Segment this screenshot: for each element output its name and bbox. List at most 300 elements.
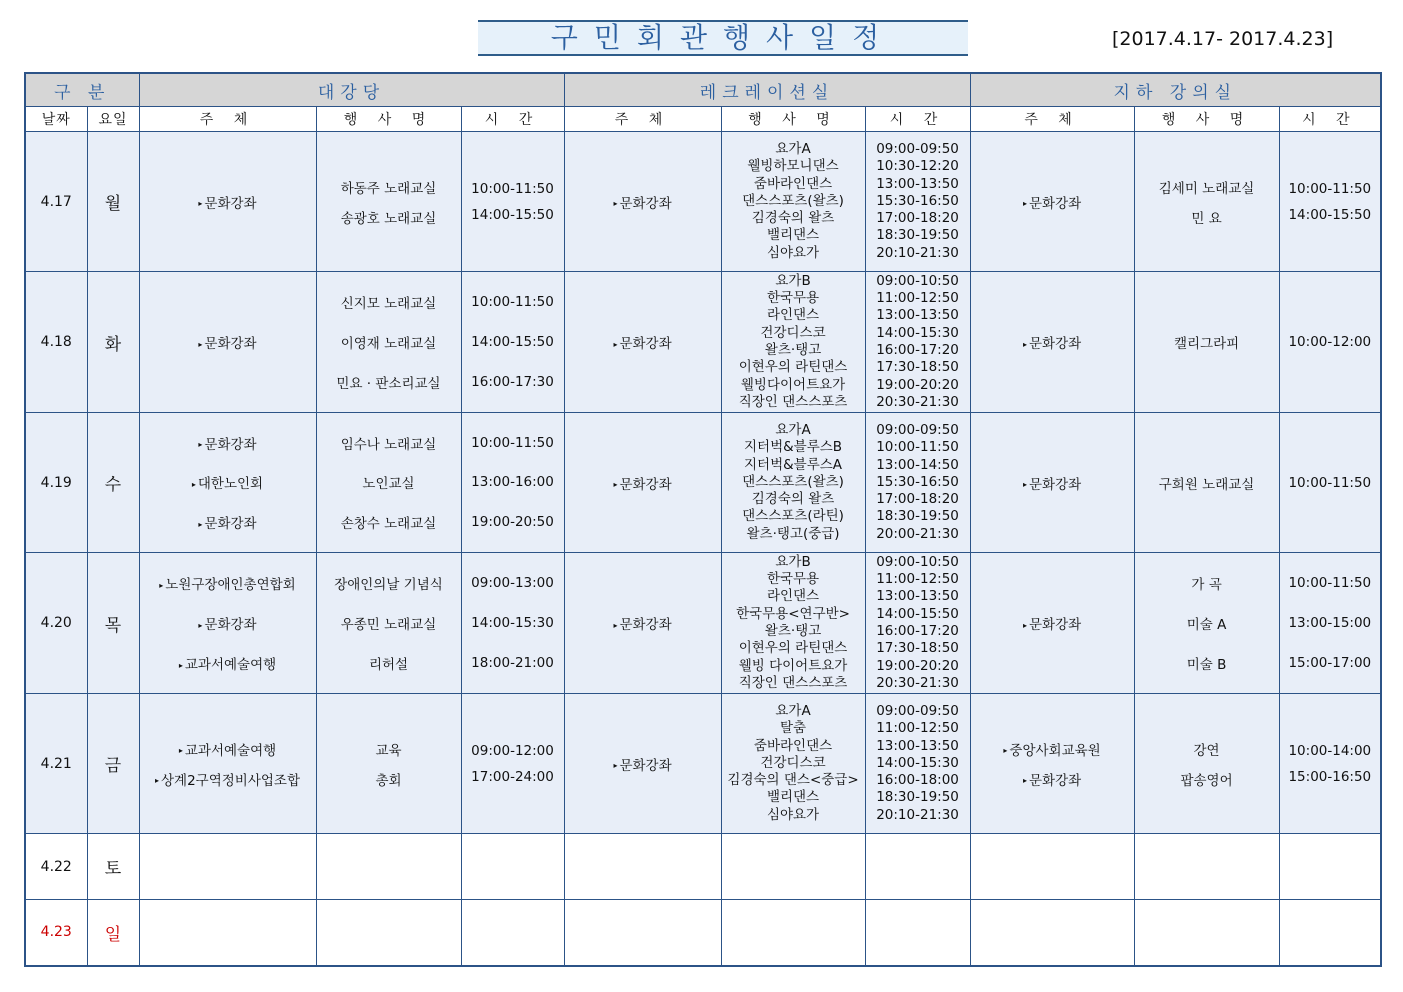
rec-time-cell-text: 10:00-11:50 bbox=[876, 439, 959, 456]
hall-org-cell-item bbox=[142, 472, 314, 492]
hall-event-cell bbox=[316, 900, 461, 966]
rec-event-cell-text: 요가A bbox=[775, 140, 811, 157]
rec-event-cell-text: 줌바라인댄스 bbox=[753, 175, 833, 192]
hall-event-cell-text: 임수나 노래교실 bbox=[340, 436, 437, 453]
triangle-right-icon: ▸ bbox=[613, 620, 618, 630]
rec-event-cell-item bbox=[724, 588, 863, 605]
base-event-header: 행 사 명 bbox=[1134, 107, 1279, 132]
base-org-cell-list bbox=[971, 694, 1134, 833]
triangle-right-icon: ▸ bbox=[198, 620, 203, 630]
hall-org-cell-text: 교과서예술여행 bbox=[184, 657, 277, 673]
rec-org-cell-list bbox=[565, 413, 721, 552]
hall-event-cell-text: 장애인의날 기념식 bbox=[334, 577, 443, 593]
hall-event-cell-list bbox=[317, 132, 461, 271]
hall-time-cell-item bbox=[464, 207, 562, 223]
rec-time-cell-text: 14:00-15:30 bbox=[876, 324, 959, 341]
rec-time-cell-item bbox=[868, 474, 968, 491]
rec-time-cell-item bbox=[868, 457, 968, 474]
hall-event-cell-item bbox=[319, 207, 459, 227]
hall-time-cell bbox=[461, 132, 564, 272]
hall-time-cell-text: 14:00-15:50 bbox=[471, 334, 554, 350]
base-event-cell-item bbox=[1137, 473, 1277, 493]
triangle-right-icon: ▸ bbox=[159, 580, 164, 590]
hall-event-cell-text: 교육 bbox=[375, 742, 402, 759]
base-org-cell-item bbox=[973, 769, 1132, 789]
hall-org-cell-item bbox=[142, 192, 314, 212]
rec-event-cell-text: 김경숙의 댄스<중급> bbox=[727, 772, 859, 789]
triangle-right-icon: ▸ bbox=[198, 519, 203, 529]
rec-org-cell-list bbox=[565, 694, 721, 833]
rec-event-cell-item bbox=[724, 193, 863, 210]
rec-time-cell-item bbox=[868, 193, 968, 210]
rec-event-cell-item bbox=[724, 141, 863, 158]
rec-event-cell-text: 웰빙 다이어트요가 bbox=[738, 657, 848, 674]
rec-time-cell-item bbox=[868, 377, 968, 394]
schedule-row bbox=[25, 834, 1381, 900]
rec-event-cell-text: 요가B bbox=[775, 272, 811, 289]
rec-time-cell-text: 20:30-21:30 bbox=[876, 393, 959, 410]
hall-event-cell-item bbox=[319, 177, 459, 197]
rec-time-cell-text: 20:10-21:30 bbox=[876, 806, 959, 823]
weekday-cell: 금 bbox=[87, 694, 139, 834]
hall-event-cell-item bbox=[319, 573, 459, 593]
hall-event-cell-item bbox=[319, 653, 459, 673]
rec-event-cell-text: 한국무용 bbox=[766, 290, 820, 307]
hall-org-cell-text: 대한노인회 bbox=[197, 476, 264, 493]
rec-event-cell-item bbox=[724, 571, 863, 588]
hall-org-cell-item bbox=[142, 769, 314, 789]
rec-time-cell-item bbox=[868, 623, 968, 640]
rec-event-cell-text: 밸리댄스 bbox=[766, 227, 820, 244]
date-cell: 4.18 bbox=[25, 272, 87, 413]
base-org-cell-item bbox=[973, 192, 1132, 212]
base-event-cell-text: 캘리그라피 bbox=[1173, 336, 1240, 352]
rec-time-cell-item bbox=[868, 526, 968, 543]
base-event-cell-item bbox=[1137, 332, 1277, 352]
rec-event-cell-item bbox=[724, 210, 863, 227]
rec-time-cell-text: 13:00-13:50 bbox=[876, 175, 959, 192]
schedule-row bbox=[25, 413, 1381, 553]
rec-time-cell-item bbox=[868, 571, 968, 588]
rec-time-cell-text: 16:00-17:20 bbox=[876, 623, 959, 639]
rec-time-cell-item bbox=[868, 158, 968, 175]
base-time-cell-list bbox=[1280, 694, 1381, 833]
rec-time-cell-text: 14:00-15:30 bbox=[876, 754, 959, 771]
hall-org-cell bbox=[139, 694, 316, 834]
hall-event-cell-text: 노인교실 bbox=[362, 476, 415, 493]
base-event-cell-item bbox=[1137, 573, 1277, 593]
rec-event-cell-item bbox=[724, 457, 863, 474]
rec-event-cell-item bbox=[724, 703, 863, 720]
schedule-row bbox=[25, 900, 1381, 966]
rec-event-cell-item bbox=[724, 422, 863, 439]
rec-org-cell bbox=[564, 272, 721, 413]
rec-event-header: 행 사 명 bbox=[721, 107, 865, 132]
schedule-row bbox=[25, 132, 1381, 272]
rec-event-cell-text: 심야요가 bbox=[766, 806, 820, 823]
base-event-cell bbox=[1134, 272, 1279, 413]
rec-time-cell-item bbox=[868, 675, 968, 692]
hall-event-cell-item bbox=[319, 332, 459, 352]
rec-time-cell-text: 19:00-20:20 bbox=[876, 376, 959, 393]
hall-event-cell-item bbox=[319, 613, 459, 633]
rec-org-cell bbox=[564, 132, 721, 272]
rec-event-cell bbox=[721, 694, 865, 834]
hall-org-cell bbox=[139, 900, 316, 966]
rec-event-cell bbox=[721, 900, 865, 966]
schedule-table bbox=[24, 72, 1382, 967]
rec-time-cell-item bbox=[868, 290, 968, 307]
base-time-cell-item bbox=[1282, 655, 1379, 671]
hall-time-cell-text: 16:00-17:30 bbox=[471, 374, 554, 390]
hall-time-cell-text: 14:00-15:50 bbox=[471, 206, 554, 223]
rec-event-cell-list bbox=[722, 273, 865, 411]
rec-time-cell-text: 11:00-12:50 bbox=[876, 290, 959, 307]
triangle-right-icon: ▸ bbox=[178, 660, 183, 670]
weekday-cell: 토 bbox=[87, 834, 139, 900]
rec-event-cell-text: 웰빙하모니댄스 bbox=[747, 158, 839, 175]
hall-time-cell-item bbox=[464, 474, 562, 490]
rec-time-cell-item bbox=[868, 491, 968, 508]
hall-event-cell-text: 리허설 bbox=[368, 657, 409, 673]
base-time-cell-list bbox=[1280, 413, 1381, 552]
rec-event-cell-text: 왈츠·탱고(중급) bbox=[746, 525, 840, 542]
rec-time-cell-item bbox=[868, 342, 968, 359]
triangle-right-icon: ▸ bbox=[191, 479, 196, 489]
base-time-cell-item bbox=[1282, 615, 1379, 631]
base-time-cell-text: 14:00-15:50 bbox=[1288, 206, 1372, 223]
hall-time-cell-text: 10:00-11:50 bbox=[471, 294, 554, 310]
rec-time-cell-list bbox=[866, 422, 970, 543]
hall-time-cell bbox=[461, 834, 564, 900]
hall-time-cell bbox=[461, 272, 564, 413]
rec-time-cell-item bbox=[868, 738, 968, 755]
rec-event-cell-text: 댄스스포츠(왈츠) bbox=[742, 192, 844, 209]
base-org-cell-list bbox=[971, 132, 1134, 271]
rec-event-cell bbox=[721, 132, 865, 272]
date-cell: 4.22 bbox=[25, 834, 87, 900]
hall-event-cell bbox=[316, 272, 461, 413]
rec-event-cell-item bbox=[724, 377, 863, 394]
base-org-cell-text: 문화강좌 bbox=[1028, 336, 1082, 352]
hall-event-cell-text: 이영재 노래교실 bbox=[340, 336, 437, 352]
hall-event-cell-item bbox=[319, 433, 459, 453]
base-event-cell-text: 미술 B bbox=[1186, 657, 1227, 673]
base-time-cell-list bbox=[1280, 272, 1381, 412]
column-header-row bbox=[25, 107, 1381, 132]
base-event-cell-list bbox=[1135, 694, 1279, 833]
base-time-cell bbox=[1279, 694, 1381, 834]
hall-time-cell-text: 19:00-20:50 bbox=[471, 514, 554, 531]
weekday-cell: 일 bbox=[87, 900, 139, 966]
triangle-right-icon: ▸ bbox=[178, 746, 183, 755]
rec-time-cell-item bbox=[868, 307, 968, 324]
rec-time-cell-text: 20:10-21:30 bbox=[876, 244, 959, 261]
triangle-right-icon: ▸ bbox=[198, 440, 203, 450]
rec-event-cell-item bbox=[724, 772, 863, 789]
date-cell: 4.17 bbox=[25, 132, 87, 272]
base-org-cell-list bbox=[971, 272, 1134, 412]
hall-time-cell-text: 09:00-12:00 bbox=[471, 742, 554, 759]
base-event-cell bbox=[1134, 132, 1279, 272]
hall-org-cell bbox=[139, 834, 316, 900]
rec-time-cell-text: 17:00-18:20 bbox=[876, 491, 959, 508]
rec-event-cell-text: 건강디스코 bbox=[760, 754, 826, 771]
rec-time-cell-list bbox=[866, 554, 970, 692]
hall-event-cell-list bbox=[317, 694, 461, 833]
rec-time-cell-item bbox=[868, 325, 968, 342]
base-org-cell-text: 문화강좌 bbox=[1028, 476, 1082, 493]
base-event-cell-item bbox=[1137, 613, 1277, 633]
hall-org-cell-list bbox=[140, 553, 316, 693]
rec-time-cell-text: 09:00-09:50 bbox=[876, 421, 959, 438]
hall-org-cell-text: 문화강좌 bbox=[204, 195, 257, 212]
rec-time-cell-item bbox=[868, 210, 968, 227]
base-event-cell-item bbox=[1137, 769, 1277, 789]
rec-org-cell bbox=[564, 694, 721, 834]
hall-time-cell-list bbox=[462, 272, 564, 412]
base-event-cell-text: 팝송영어 bbox=[1180, 772, 1233, 789]
base-time-cell-text: 10:00-14:00 bbox=[1288, 742, 1372, 759]
rec-event-cell-item bbox=[724, 720, 863, 737]
hall-time-cell-item bbox=[464, 575, 562, 591]
rec-event-cell-list bbox=[722, 554, 865, 692]
basement-header: 지하 강의실 bbox=[970, 73, 1381, 107]
hall-event-cell bbox=[316, 413, 461, 553]
hall-event-cell-item bbox=[319, 472, 459, 492]
rec-time-cell-text: 09:00-10:50 bbox=[876, 272, 959, 289]
rec-event-cell-text: 라인댄스 bbox=[766, 588, 820, 605]
hall-event-cell-text: 총회 bbox=[375, 772, 402, 789]
hall-org-cell-item bbox=[142, 739, 314, 759]
base-time-cell-item bbox=[1282, 181, 1379, 197]
base-event-cell-list bbox=[1135, 132, 1279, 271]
rec-event-cell bbox=[721, 553, 865, 694]
rec-time-cell-item bbox=[868, 640, 968, 657]
base-time-cell-text: 10:00-11:50 bbox=[1288, 575, 1372, 591]
rec-time-cell-item bbox=[868, 422, 968, 439]
base-org-cell bbox=[970, 272, 1134, 413]
rec-time-cell-text: 17:30-18:50 bbox=[876, 359, 959, 376]
rec-time-cell-text: 20:30-21:30 bbox=[876, 674, 959, 691]
base-org-cell bbox=[970, 132, 1134, 272]
rec-time-cell-text: 09:00-09:50 bbox=[876, 140, 959, 157]
base-event-cell-item bbox=[1137, 177, 1277, 197]
base-org-cell bbox=[970, 900, 1134, 966]
rec-event-cell-text: 밸리댄스 bbox=[766, 789, 820, 806]
rec-event-cell bbox=[721, 834, 865, 900]
rec-org-cell-item bbox=[567, 613, 719, 633]
hall-org-cell-text: 교과서예술여행 bbox=[184, 742, 277, 759]
rec-event-cell-item bbox=[724, 491, 863, 508]
rec-time-cell-text: 19:00-20:20 bbox=[876, 657, 959, 674]
hall-time-cell-item bbox=[464, 655, 562, 671]
rec-org-cell-item bbox=[567, 754, 719, 774]
base-event-cell-text: 강연 bbox=[1193, 742, 1220, 759]
hall-org-cell bbox=[139, 132, 316, 272]
hall-time-cell-item bbox=[464, 334, 562, 350]
hall-event-cell-item bbox=[319, 292, 459, 312]
hall-event-cell-text: 우종민 노래교실 bbox=[340, 617, 437, 633]
rec-org-cell-text: 문화강좌 bbox=[619, 336, 672, 352]
rec-time-cell-text: 13:00-14:50 bbox=[876, 456, 959, 473]
rec-event-cell-item bbox=[724, 807, 863, 824]
hall-time-cell-item bbox=[464, 294, 562, 310]
rec-event-cell-item bbox=[724, 640, 863, 657]
rec-time-cell-text: 15:30-16:50 bbox=[876, 473, 959, 490]
rec-time-cell-item bbox=[868, 394, 968, 411]
rec-time-cell-item bbox=[868, 703, 968, 720]
base-event-cell-text: 민 요 bbox=[1191, 210, 1222, 227]
hall-event-cell-text: 손창수 노래교실 bbox=[340, 516, 437, 533]
base-org-cell-text: 문화강좌 bbox=[1028, 617, 1082, 633]
triangle-right-icon: ▸ bbox=[613, 339, 618, 349]
hall-event-cell bbox=[316, 553, 461, 694]
rec-event-cell-text: 김경숙의 왈츠 bbox=[751, 491, 835, 508]
hall-org-cell-list bbox=[140, 694, 316, 833]
rec-event-cell bbox=[721, 272, 865, 413]
weekday-cell: 수 bbox=[87, 413, 139, 553]
base-event-cell-item bbox=[1137, 739, 1277, 759]
base-time-cell-text: 10:00-11:50 bbox=[1288, 474, 1372, 491]
hall-org-cell-list bbox=[140, 413, 316, 552]
hall-event-cell-item bbox=[319, 769, 459, 789]
rec-time-header: 시 간 bbox=[865, 107, 970, 132]
rec-event-cell-item bbox=[724, 245, 863, 262]
base-org-cell-text: 문화강좌 bbox=[1028, 195, 1082, 212]
rec-event-cell-item bbox=[724, 325, 863, 342]
rec-time-cell-text: 14:00-15:50 bbox=[876, 605, 959, 622]
triangle-right-icon: ▸ bbox=[1022, 480, 1027, 489]
rec-org-cell bbox=[564, 413, 721, 553]
rec-time-cell-text: 13:00-13:50 bbox=[876, 737, 959, 754]
rec-time-cell-list bbox=[866, 141, 970, 262]
hall-org-cell-item bbox=[142, 653, 314, 673]
hall-header: 대강당 bbox=[139, 73, 564, 107]
hall-time-cell-list bbox=[462, 694, 564, 833]
rec-time-cell-list bbox=[866, 703, 970, 824]
hall-time-cell bbox=[461, 413, 564, 553]
rec-time-cell-item bbox=[868, 554, 968, 571]
rec-event-cell-text: 댄스스포츠(라틴) bbox=[742, 508, 844, 525]
rec-time-cell-item bbox=[868, 588, 968, 605]
rec-event-cell-text: 웰빙다이어트요가 bbox=[740, 376, 846, 393]
rec-event-cell-item bbox=[724, 526, 863, 543]
rec-org-cell-text: 문화강좌 bbox=[619, 476, 672, 493]
rec-time-cell-item bbox=[868, 658, 968, 675]
rec-event-cell-list bbox=[722, 141, 865, 262]
rec-org-cell-item bbox=[567, 332, 719, 352]
rec-event-cell-text: 이현우의 라틴댄스 bbox=[738, 640, 848, 657]
hall-event-cell-text: 민요 · 판소리교실 bbox=[336, 376, 441, 392]
hall-org-cell-text: 문화강좌 bbox=[204, 516, 257, 533]
hall-time-cell-text: 09:00-13:00 bbox=[471, 575, 554, 591]
triangle-right-icon: ▸ bbox=[198, 199, 203, 208]
rec-event-cell bbox=[721, 413, 865, 553]
base-org-cell bbox=[970, 834, 1134, 900]
hall-org-cell-item bbox=[142, 613, 314, 633]
base-event-cell-list bbox=[1135, 272, 1279, 412]
category-header: 구 분 bbox=[25, 73, 139, 107]
hall-event-cell-item bbox=[319, 739, 459, 759]
rec-event-cell-item bbox=[724, 394, 863, 411]
base-event-cell bbox=[1134, 900, 1279, 966]
rec-time-cell-text: 11:00-12:50 bbox=[876, 571, 959, 588]
triangle-right-icon: ▸ bbox=[198, 339, 203, 349]
hall-time-cell-list bbox=[462, 553, 564, 693]
hall-event-cell bbox=[316, 694, 461, 834]
base-time-cell-item bbox=[1282, 475, 1379, 491]
rec-time-cell-item bbox=[868, 807, 968, 824]
rec-event-cell-text: 왈츠·탱고 bbox=[764, 342, 822, 358]
hall-time-cell bbox=[461, 553, 564, 694]
rec-event-cell-text: 댄스스포츠(왈츠) bbox=[742, 473, 844, 490]
hall-time-cell-item bbox=[464, 374, 562, 390]
rec-event-cell-item bbox=[724, 273, 863, 290]
rec-time-cell-text: 09:00-10:50 bbox=[876, 553, 959, 570]
rec-event-cell-text: 직장인 댄스스포츠 bbox=[738, 393, 848, 410]
rec-time-cell bbox=[865, 553, 970, 694]
rec-org-cell-text: 문화강좌 bbox=[619, 195, 672, 212]
base-time-cell-text: 15:00-17:00 bbox=[1288, 655, 1372, 671]
rec-time-cell-text: 13:00-13:50 bbox=[876, 307, 959, 324]
hall-event-cell-list bbox=[317, 272, 461, 412]
rec-event-cell-text: 심야요가 bbox=[766, 244, 820, 261]
page-title: 구민회관행사일정 bbox=[478, 20, 968, 56]
hall-event-cell bbox=[316, 834, 461, 900]
rec-time-cell-text: 11:00-12:50 bbox=[876, 720, 959, 737]
base-event-cell-list bbox=[1135, 413, 1279, 552]
rec-event-cell-item bbox=[724, 359, 863, 376]
base-time-cell-list bbox=[1280, 553, 1381, 693]
hall-time-cell-item bbox=[464, 514, 562, 530]
rec-room-header: 레크레이션실 bbox=[564, 73, 970, 107]
rec-time-cell bbox=[865, 694, 970, 834]
hall-time-cell bbox=[461, 694, 564, 834]
rec-event-cell-item bbox=[724, 227, 863, 244]
rec-time-cell-item bbox=[868, 606, 968, 623]
triangle-right-icon: ▸ bbox=[613, 480, 618, 489]
base-org-cell-text: 중앙사회교육원 bbox=[1009, 742, 1101, 759]
rec-event-cell-text: 건강디스코 bbox=[760, 324, 826, 341]
hall-time-cell-item bbox=[464, 435, 562, 451]
base-time-cell-text: 13:00-15:00 bbox=[1288, 615, 1372, 631]
triangle-right-icon: ▸ bbox=[1022, 199, 1027, 208]
rec-org-cell-list bbox=[565, 553, 721, 693]
base-org-cell bbox=[970, 694, 1134, 834]
rec-time-cell-text: 09:00-09:50 bbox=[876, 702, 959, 719]
base-org-cell-item bbox=[973, 613, 1132, 633]
triangle-right-icon: ▸ bbox=[1022, 776, 1027, 785]
base-time-cell bbox=[1279, 900, 1381, 966]
hall-org-cell-item bbox=[142, 512, 314, 532]
rec-event-cell-text: 요가A bbox=[775, 421, 811, 438]
date-cell: 4.21 bbox=[25, 694, 87, 834]
rec-event-cell-item bbox=[724, 675, 863, 692]
hall-org-cell-item bbox=[142, 573, 314, 593]
hall-event-header: 행 사 명 bbox=[316, 107, 461, 132]
hall-event-cell-item bbox=[319, 372, 459, 392]
rec-event-cell-item bbox=[724, 789, 863, 806]
hall-time-cell bbox=[461, 900, 564, 966]
base-time-header: 시 간 bbox=[1279, 107, 1381, 132]
rec-time-cell-item bbox=[868, 273, 968, 290]
base-event-cell-item bbox=[1137, 653, 1277, 673]
rec-time-cell-text: 17:00-18:20 bbox=[876, 210, 959, 227]
triangle-right-icon: ▸ bbox=[154, 776, 159, 785]
base-time-cell-text: 10:00-12:00 bbox=[1288, 334, 1372, 350]
rec-org-cell-item bbox=[567, 192, 719, 212]
